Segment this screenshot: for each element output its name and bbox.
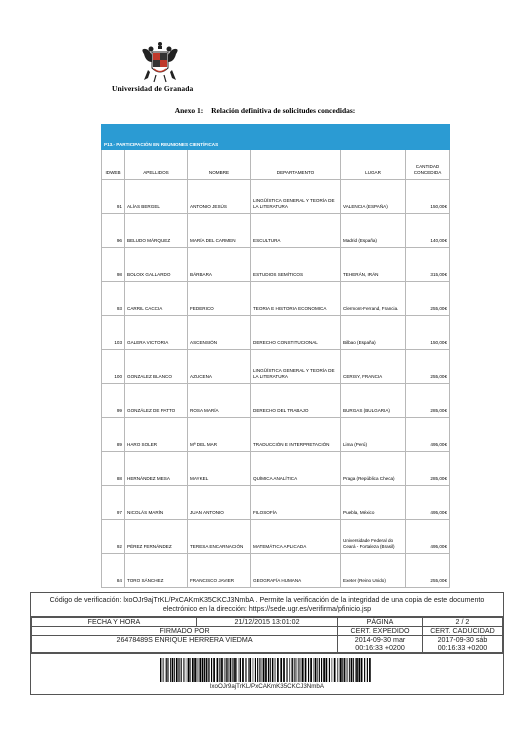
barcode-bar (170, 658, 171, 682)
grants-table (101, 124, 450, 588)
table-row (102, 452, 450, 486)
cell-nombre: FEDERICO (188, 282, 251, 316)
cell-id: 97 (102, 486, 125, 520)
barcode-bar (280, 658, 282, 682)
cell-nombre: JUAN ANTONIO (188, 486, 251, 520)
cell-nombre: Mª DEL MAR (188, 418, 251, 452)
cell-id: 84 (102, 554, 125, 588)
barcode-bar (344, 658, 345, 682)
column-header: DEPARTAMENTO (251, 150, 341, 180)
barcode-bar (286, 658, 287, 682)
cell-cantidad: 150,00€ (406, 316, 450, 350)
cell-lugar: TEHERÁN, IRÁN (341, 248, 406, 282)
cell-id: 103 (102, 316, 125, 350)
cell-id: 92 (102, 520, 125, 554)
cert-expedido-value: 2014-09-30 mar 00:16:33 +0200 (338, 636, 423, 653)
barcode-bar (199, 658, 201, 682)
barcode-bar (209, 658, 210, 682)
column-header: IDWEB (102, 150, 125, 180)
barcode-bar (245, 658, 246, 682)
barcode-bar (230, 658, 232, 682)
cell-id: 99 (102, 384, 125, 418)
barcode-bar (262, 658, 263, 682)
barcode-bar (185, 658, 186, 682)
cell-cantidad: 255,00€ (406, 282, 450, 316)
cell-departamento: DERECHO DEL TRABAJO (251, 384, 341, 418)
cell-nombre: ANTONIO JESÚS (188, 180, 251, 214)
barcode-bar (232, 658, 233, 682)
signature-table (31, 617, 503, 653)
barcode-bar (353, 658, 354, 682)
cell-lugar: VALENCIA (ESPAÑA) (341, 180, 406, 214)
barcode-bar (219, 658, 220, 682)
barcode-bar (332, 658, 333, 682)
barcode-bar (298, 658, 299, 682)
cell-apellidos: NICOLÁS MARÍN (125, 486, 188, 520)
signer-name: 26478489S ENRIQUE HERRERA VIEDMA (32, 636, 338, 653)
cell-apellidos: GONZÁLEZ DE PATTO (125, 384, 188, 418)
cell-departamento: DERECHO CONSTITUCIONAL (251, 316, 341, 350)
cell-lugar: Madrid (España) (341, 214, 406, 248)
table-row (102, 520, 450, 554)
barcode-bar (329, 658, 330, 682)
barcode-bar (204, 658, 205, 682)
barcode-bar (289, 658, 290, 682)
cell-apellidos: GALERA VICTORIA (125, 316, 188, 350)
university-name: Universidad de Granada (112, 84, 194, 93)
cell-departamento: ESTUDIOS SEMÍTICOS (251, 248, 341, 282)
cell-departamento: LINGÜÍSTICA GENERAL Y TEORÍA DE LA LITERATURA (251, 350, 341, 384)
barcode-bar (198, 658, 199, 682)
cell-nombre: ROSA MARÍA (188, 384, 251, 418)
cell-apellidos: PÉREZ FERNÁNDEZ (125, 520, 188, 554)
cell-cantidad: 315,00€ (406, 248, 450, 282)
barcode-bar (326, 658, 328, 682)
fecha-hora-label: FECHA Y HORA (32, 618, 197, 627)
barcode-bar (253, 658, 254, 682)
cell-apellidos: GONZALEZ BLANCO (125, 350, 188, 384)
barcode-bar (356, 658, 358, 682)
barcode-bar (297, 658, 298, 682)
cell-lugar: Puebla, México (341, 486, 406, 520)
firmado-por-label: FIRMADO POR (32, 627, 338, 636)
annex-heading (0, 106, 530, 115)
barcode-bar (277, 658, 279, 682)
barcode-bar (226, 658, 227, 682)
barcode-bar (348, 658, 349, 682)
barcode-bar (270, 658, 271, 682)
cell-cantidad: 285,00€ (406, 384, 450, 418)
cell-departamento: LINGÜÍSTICA GENERAL Y TEORÍA DE LA LITERATURA (251, 180, 341, 214)
cell-apellidos: CARRIL CACCIA (125, 282, 188, 316)
barcode-bar (183, 658, 184, 682)
barcode-bar (274, 658, 275, 682)
barcode-bar (192, 658, 194, 682)
fecha-hora-value: 21/12/2015 13:01:02 (196, 618, 337, 627)
cell-apellidos: BELUDO MÁRQUEZ (125, 214, 188, 248)
barcode-bar (339, 658, 340, 682)
table-row (102, 214, 450, 248)
pagina-value: 2 / 2 (422, 618, 502, 627)
cell-id: 98 (102, 248, 125, 282)
cell-id: 91 (102, 180, 125, 214)
barcode-bar (197, 658, 198, 682)
barcode-bar (346, 658, 347, 682)
barcode-bar (265, 658, 267, 682)
barcode-bar (174, 658, 175, 682)
barcode-bar (224, 658, 225, 682)
table-row (102, 248, 450, 282)
column-header: LUGAR (341, 150, 406, 180)
cell-cantidad: 495,00€ (406, 418, 450, 452)
cell-cantidad: 495,00€ (406, 520, 450, 554)
barcode-bar (178, 658, 179, 682)
barcode-bar (167, 658, 168, 682)
barcode-bar (263, 658, 265, 682)
cell-cantidad: 255,00€ (406, 350, 450, 384)
cell-nombre: MARÍA DEL CARMEN (188, 214, 251, 248)
signature-footer (30, 592, 504, 695)
table-row (102, 180, 450, 214)
cell-lugar: Universidade Federal do Ceará - Fortaleza (Brasil) (341, 520, 406, 554)
table-row (102, 316, 450, 350)
barcode-bar (361, 658, 363, 682)
barcode-bar (319, 658, 320, 682)
cell-id: 96 (102, 214, 125, 248)
barcode-bar (227, 658, 228, 682)
barcode-bar (249, 658, 251, 682)
column-header: APELLIDOS (125, 150, 188, 180)
barcode-bar (302, 658, 304, 682)
barcode-bar (240, 658, 241, 682)
barcode-bar (358, 658, 360, 682)
barcode-bar (355, 658, 356, 682)
barcode-bar (166, 658, 167, 682)
cell-id: 93 (102, 282, 125, 316)
annex-title: Relación definitiva de solicitudes concedidas: (211, 106, 356, 115)
column-header: CANTIDAD CONCEDIDA (406, 150, 450, 180)
barcode-bar (234, 658, 236, 682)
cell-apellidos: HARO SOLER (125, 418, 188, 452)
cert-expedido-label: CERT. EXPEDIDO (338, 627, 423, 636)
section-title: P13.- PARTICIPACIÓN EN REUNIONES CIENTÍFICAS (102, 140, 406, 150)
cell-nombre: BÁRBARA (188, 248, 251, 282)
barcode-bar (176, 658, 178, 682)
barcode-bar (291, 658, 292, 682)
barcode-bar (188, 658, 190, 682)
barcode-bar (160, 658, 161, 682)
barcode-bar (255, 658, 256, 682)
barcode-bar (292, 658, 293, 682)
barcode-bar (208, 658, 209, 682)
table-header-row (102, 150, 450, 180)
barcode-bar (300, 658, 301, 682)
cert-caducidad-label: CERT. CADUCIDAD (422, 627, 502, 636)
cell-lugar: CERISY, FRANCIA (341, 350, 406, 384)
cell-nombre: ASCENSIÓN (188, 316, 251, 350)
barcode-image (158, 658, 373, 682)
barcode-bar (351, 658, 352, 682)
cell-departamento: TRADUCCIÓN E INTERPRETACIÓN (251, 418, 341, 452)
barcode-bar (310, 658, 312, 682)
column-header: NOMBRE (188, 150, 251, 180)
barcode-bar (217, 658, 219, 682)
barcode-bar (315, 658, 317, 682)
annex-label: Anexo 1: (174, 106, 204, 115)
barcode-bar (308, 658, 309, 682)
table-section-row (102, 140, 450, 150)
cell-id: 88 (102, 452, 125, 486)
barcode-bar (305, 658, 307, 682)
barcode-bar (364, 658, 365, 682)
barcode-area (31, 653, 503, 694)
table-row (102, 554, 450, 588)
barcode-bar (367, 658, 368, 682)
cell-lugar: Lima (Perú) (341, 418, 406, 452)
cell-nombre: MAYKEL (188, 452, 251, 486)
table-row (102, 418, 450, 452)
cell-nombre: TERESA ENCARNACIÓN (188, 520, 251, 554)
barcode-bar (187, 658, 188, 682)
barcode-bar (259, 658, 260, 682)
barcode-bar (172, 658, 173, 682)
table-row (102, 350, 450, 384)
cell-cantidad: 495,00€ (406, 486, 450, 520)
cert-caducidad-value: 2017-09-30 sáb 00:16:33 +0200 (422, 636, 502, 653)
barcode-bar (221, 658, 223, 682)
barcode-bar (275, 658, 276, 682)
barcode-bar (342, 658, 343, 682)
barcode-bar (369, 658, 371, 682)
cell-departamento: FILOSOFÍA (251, 486, 341, 520)
barcode-bar (179, 658, 180, 682)
barcode-bar (211, 658, 212, 682)
cell-apellidos: HERNÁNDEZ MESA (125, 452, 188, 486)
barcode-bar (248, 658, 249, 682)
barcode-bar (257, 658, 258, 682)
barcode-bar (239, 658, 240, 682)
barcode-bar (323, 658, 325, 682)
barcode-bar (337, 658, 338, 682)
cell-departamento: MATEMÁTICA APLICADA (251, 520, 341, 554)
barcode-bar (317, 658, 318, 682)
table-top-band (102, 125, 450, 140)
verification-text: Código de verificación: lxoOJr9ajTrKL/PxCAKmK35CKCJ3NmbA . Permite la verificación de la integridad de una copia de este documento electrónico en la dirección: https://sede.ugr.es/verifirma/pfinicio.jsp (31, 593, 503, 617)
cell-apellidos: TORO SÁNCHEZ (125, 554, 188, 588)
barcode-bar (213, 658, 215, 682)
table-row (102, 282, 450, 316)
barcode-bar (202, 658, 204, 682)
barcode-bar (181, 658, 182, 682)
cell-departamento: TEORIA E HISTORIA ECONOMICA (251, 282, 341, 316)
cell-departamento: ESCULTURA (251, 214, 341, 248)
cell-cantidad: 140,00€ (406, 214, 450, 248)
cell-departamento: GEOGRAFÍA HUMANA (251, 554, 341, 588)
cell-lugar: BURGAS (BULGARIA) (341, 384, 406, 418)
barcode-bar (283, 658, 285, 682)
barcode-bar (321, 658, 322, 682)
university-crest-logo (138, 40, 182, 84)
barcode-bar (194, 658, 196, 682)
barcode-bar (162, 658, 163, 682)
barcode-bar (236, 658, 237, 682)
cell-lugar: Clermont-Ferrand, Francia. (341, 282, 406, 316)
cell-lugar: Bilbao (España) (341, 316, 406, 350)
table-row (102, 486, 450, 520)
cell-id: 89 (102, 418, 125, 452)
barcode-text: lxoOJr9ajTrKL/PxCAKmK35CKCJ3NmbA (210, 683, 324, 690)
cell-nombre: AZUCENA (188, 350, 251, 384)
barcode-bar (190, 658, 191, 682)
cell-apellidos: ALÍAS BERGEL (125, 180, 188, 214)
barcode-bar (314, 658, 315, 682)
barcode-bar (163, 658, 164, 682)
cell-id: 100 (102, 350, 125, 384)
cell-cantidad: 150,00€ (406, 180, 450, 214)
pagina-label: PÁGINA (338, 618, 423, 627)
cell-cantidad: 255,00€ (406, 554, 450, 588)
barcode-bar (294, 658, 295, 682)
barcode-bar (349, 658, 350, 682)
cell-departamento: QUÍMICA ANALÍTICA (251, 452, 341, 486)
cell-nombre: FRANCISCO JAVIER (188, 554, 251, 588)
cell-cantidad: 285,00€ (406, 452, 450, 486)
barcode-bar (334, 658, 336, 682)
barcode-bar (268, 658, 269, 682)
barcode-bar (340, 658, 342, 682)
table-row (102, 384, 450, 418)
barcode-bar (301, 658, 302, 682)
barcode-bar (206, 658, 207, 682)
cell-lugar: Exeter (Reino Unido) (341, 554, 406, 588)
cell-apellidos: BOLOIX GALLARDO (125, 248, 188, 282)
cell-lugar: Praga (República Checa) (341, 452, 406, 486)
barcode-bar (272, 658, 273, 682)
barcode-bar (242, 658, 244, 682)
